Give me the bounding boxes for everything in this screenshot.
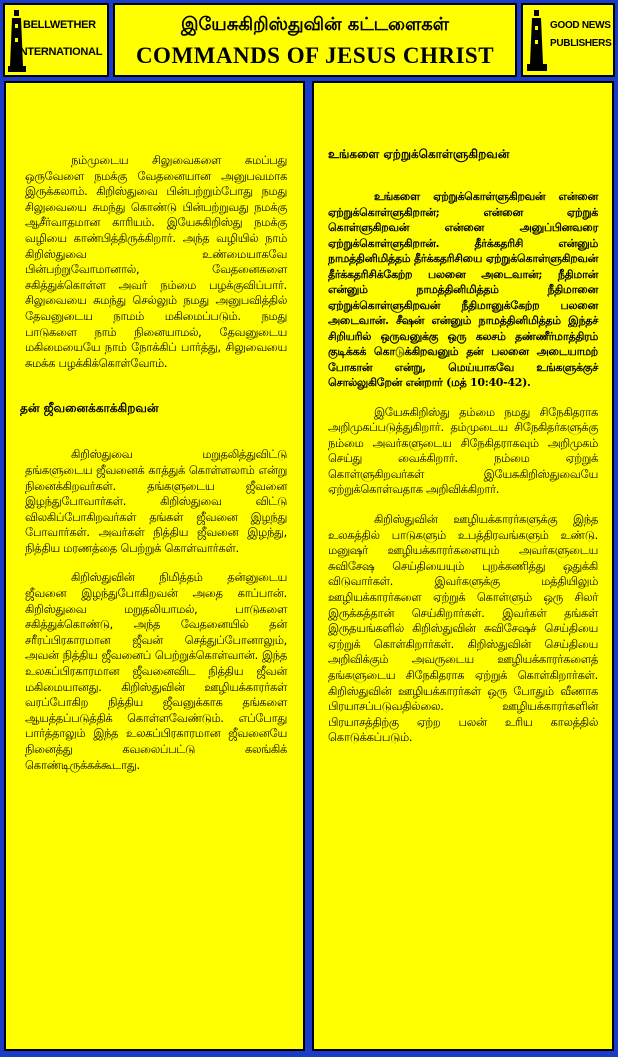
left-paragraph-2: கிறிஸ்துவை மறுதலித்துவிட்டு தங்களுடைய ஜீவனைக் காத்துக் கொள்ளலாம் என்று நினைக்கிறவர்கள். தங்களுடைய ஜீவனை இழந்துபோவார்கள். கிறிஸ்துவை விட்டு விலகிப்போகிறவர்கள் தங்கள் ஜீவனை இழந்து போவார்கள். அவர்கள் நித்திய ஜீவனை இழந்து, நித்திய மரணத்தை பெற்றுக் கொள்வார்கள். (25, 448, 287, 555)
scripture-quote: உங்களை ஏற்றுக்கொள்ளுகிறவன் என்னை ஏற்றுக்கொள்ளுகிறான்; என்னை ஏற்றுக் கொள்ளுகிறவன் என்னை அனுப்பினவரை ஏற்றுக்கொள்ளுகிறான். தீர்க்கதரிசி என்னும் நாமத்தினிமித்தம் தீர்க்கதரிசியை ஏற்றுக்கொள்ளுகிறவன் தீர்க்கதரிசிக்கேற்ற பலனை அடைவான்; நீதிமான் என்னும் நாமத்தினிமித்தம் நீதிமானை ஏற்றுக்கொள்ளுகிறவன் நீதிமானுக்கேற்ற பலனை அடைவான். சீஷன் என்னும் நாமத்தினிமித்தம் இந்தச் சிறியரில் ஒருவனுக்கு ஒரு கலசம் தண்ணீர்மாத்திரம் குடிக்கக் கொடுக்கிறவனும் தன் பலனை அடையாமற் போகான் என்று, மெய்யாகவே உங்களுக்குச் சொல்லுகிறேன் என்றார் (மத் 10:40-42). (328, 190, 598, 389)
left-column (4, 81, 305, 1051)
logo-left-line2: INTERNATIONAL (17, 46, 103, 58)
right-column (312, 81, 614, 1051)
page-title-english: COMMANDS OF JESUS CHRIST (135, 43, 495, 68)
good-news-logo (521, 3, 615, 77)
left-paragraph-1: நம்முடைய சிலுவைகளை சுமப்பது ஒருவேளை நமக்கு வேதனையான அனுபவமாக இருக்கலாம். கிறிஸ்துவை பின்பற்றும்போது நமது சிலுவையை சுமந்து கொண்டு பின்பற்றுவது நமக்கு ஆசீர்வாதமான காரியம். இயேசுகிறிஸ்து நமக்கு வழியை காண்பித்திருக்கிறார். அந்த வழியில் நாம் கிறிஸ்துவை உண்மையாகவே பின்பற்றுவோமானால், வேதனைகளை சகித்துக்கொள்ள அவர் நம்மை பழக்குவிப்பார். சிலுவையை சுமந்து செல்லும் நமது அனுபவித்தில் தேவனுடைய நாமம் மகிமைப்படும். நமது பாடுகளை நாம் நினையாமல், தேவனுடைய மகிமையையே நாம் நோக்கிப் பார்த்து, சிலுவையை சுமக்க பழக்கிக்கொள்வோம். (25, 154, 287, 370)
lighthouse-icon (7, 8, 27, 74)
header (3, 3, 615, 77)
left-paragraph-3: கிறிஸ்துவின் நிமித்தம் தன்னுடைய ஜீவனை இழந்துபோகிறவன் அதை காப்பான். கிறிஸ்துவை மறுதலியாமல், பாடுகளை சகித்துக்கொண்டு, அந்த வேதனையில் தன் சரீரப்பிரகாரமான ஜீவன் செத்துப்போனாலும், அவன் நித்திய ஜீவனைப் பெற்றுக்கொள்வான். இந்த உலகப்பிரகாரமான ஜீவனைவிட நித்திய ஜீவன் மகிமையானது. கிறிஸ்துவின் ஊழியக்காரர்கள் வரப்போகிற நித்திய ஜீவனுக்காக தங்களை ஆயத்தப்படுத்திக் கொள்ளவேண்டும். எப்போது பார்த்தாலும் இந்த உலகப்பிரகாரமான ஜீவனையே நினைத்து கவலைப்பட்டு கலங்கிக் கொண்டிருக்கக்கூடாது. (25, 571, 287, 772)
logo-right-line1: GOOD NEWS (550, 20, 611, 31)
bellwether-logo (3, 3, 109, 77)
right-paragraph-2: இயேசுகிறிஸ்து தம்மை நமது சிநேகிதராக அறிமுகப்படுத்துகிறார். தம்முடைய சிநேகிதர்களுக்கு நம்மை அவர்களுடைய சிநேகிதராகவும் அறிமுகம் செய்து வைக்கிறார். நம்மை ஏற்றுக் கொள்ளுகிறவர்கள் இயேசுகிறிஸ்துவையே ஏற்றுக்கொள்வதாக அறிவிக்கிறார். (328, 405, 598, 497)
logo-left-line1: BELLWETHER (23, 19, 96, 31)
page-title-tamil: இயேசுகிறிஸ்துவின் கட்டளைகள் (180, 14, 450, 35)
lighthouse-icon (526, 8, 548, 74)
right-paragraph-3: கிறிஸ்துவின் ஊழியக்காரர்களுக்கு இந்த உலகத்தில் பாடுகளும் உபத்திரவங்களும் உண்டு. மனுஷர் ஊழியக்காரர்களையும் அவர்களுடைய சுவிசேஷ செய்தியையும் புறக்கணித்து ஒதுக்கி விடுவார்கள். இவர்களுக்கு மத்தியிலும் ஊழியக்காரர்களை ஏற்றுக் கொள்ளும் ஒரு சிலர் இருக்கத்தான் செய்கிறார்கள். இவர்கள் தங்கள் இருதயங்களில் கிறிஸ்துவின் சுவிசேஷச் செய்தியை ஏற்றுக் கொள்கிறார்கள். கிறிஸ்துவின் செய்தியை அறிவிக்கும் அவருடைய ஊழியக்காரர்களைத் தங்களுடைய சிநேகிதராக ஏற்றுக் கொள்கிறார்கள். கிறிஸ்துவின் ஊழியக்காரர்கள் ஒரு போதும் வீணாக பிரயாசப்படுவதில்லை. ஊழியக்காரர்களின் பிரயாசத்திற்கு ஏற்ற பலன் உரிய காலத்தில் கொடுக்கப்படும். (328, 513, 598, 745)
logo-right-line2: PUBLISHERS (550, 38, 612, 49)
left-heading: தன் ஜீவனைக்காக்கிறவன் (20, 401, 159, 416)
right-heading: உங்களை ஏற்றுக்கொள்ளுகிறவன் (328, 147, 510, 161)
title-banner (113, 3, 517, 77)
